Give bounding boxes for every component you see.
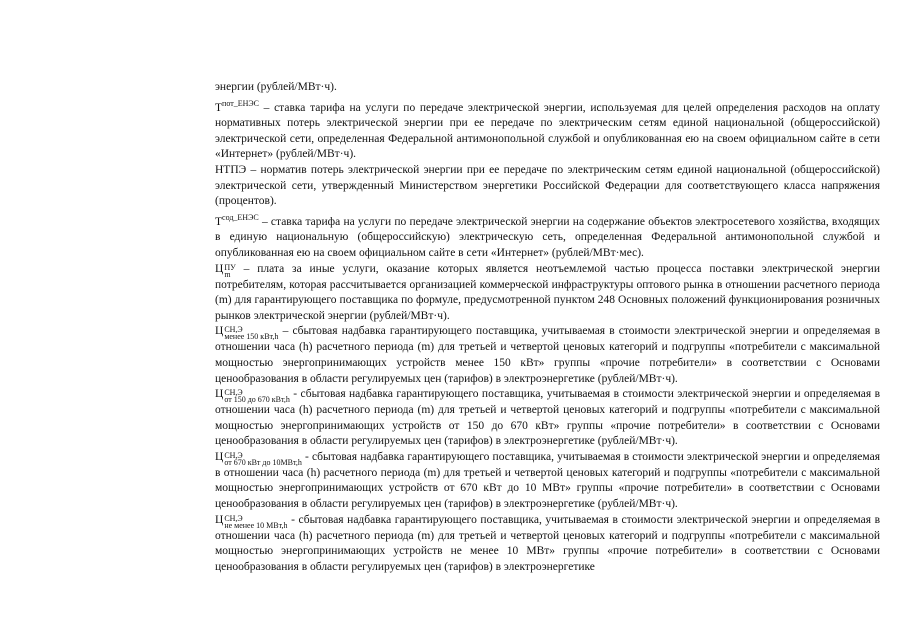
symbol-superscript: СН,Э	[224, 325, 243, 335]
formula-symbol: Ц СН,Э менее 150 кВт,h	[215, 325, 279, 342]
symbol-superscript: сод_ЕНЭС	[222, 212, 259, 222]
paragraph-markup-150-670	[215, 387, 880, 450]
formula-symbol: Ц СН,Э от 670 кВт до 10МВт,h	[215, 450, 302, 467]
symbol-superscript: СН,Э	[224, 450, 243, 460]
symbol-subscript: от 150 до 670 кВт,h	[224, 395, 290, 405]
formula-symbol: Ц СН,Э от 150 до 670 кВт,h	[215, 388, 290, 405]
paragraph-text: НТПЭ – норматив потерь электрической энергии при ее передаче по электрическим сетям единой национальной (общероссийской) электрической сети, утвержденный Министерством энергетики Российской Федерации для соответствующего класса напряжения (процентов).	[215, 163, 880, 208]
paragraph-markup-670-10mw	[215, 450, 880, 513]
document-page	[215, 80, 880, 575]
formula-symbol: $Т^{пот\_ЕНЭС}$	[215, 98, 259, 114]
paragraph-text: - сбытовая надбавка гарантирующего поставщика, учитываемая в стоимости электрической энергии и определяемая в отношении часа (h) расчетного периода (m) для третьей и четвертой ценовых категорий и подгруппы «потребители с максимальной мощностью энергопринимающих устройств не менее 10 МВт» группы «прочие потребители» в соответствии с Основами ценообразования в области регулируемых цен (тарифов) в электроэнергетике	[215, 513, 880, 573]
paragraph-continuation	[215, 80, 880, 96]
formula-symbol: $Т^{сод\_ЕНЭС}$	[215, 212, 259, 228]
symbol-subscript: m	[224, 269, 231, 279]
paragraph-text: – сбытовая надбавка гарантирующего поставщика, учитываемая в стоимости электрической энергии и определяемая в отношении часа (h) расчетного периода (m) для третьей и четвертой ценовых категорий и подгруппы «потребители с максимальной мощностью энергопринимающих устройств менее 150 кВт» группы «прочие потребители» в соответствии с Основами ценообразования в области регулируемых цен (тарифов) в электроэнергетике (рублей/МВт·ч).	[215, 325, 880, 385]
formula-symbol: Ц ПУ m	[215, 262, 236, 279]
paragraph-markup-10mw-plus	[215, 513, 880, 576]
paragraph-other-services	[215, 262, 880, 325]
paragraph-text: энергии (рублей/МВт·ч).	[215, 81, 337, 93]
paragraph-text: – плата за иные услуги, оказание которых является неотъемлемой частью процесса поставки электрической энергии потребителям, которая рассчитывается организацией коммерческой инфраструктуры оптового рынка в отношении расчетного периода (m) для гарантирующего поставщика по формуле, предусмотренной пунктом 248 Основных положений функционирования розничных рынков электрической энергии (рублей/МВт·ч).	[215, 262, 880, 322]
formula-symbol: Ц СН,Э не менее 10 МВт,h	[215, 513, 288, 530]
paragraph-markup-under-150	[215, 324, 880, 387]
symbol-subscript: от 670 кВт до 10МВт,h	[224, 457, 302, 467]
paragraph-text: – ставка тарифа на услуги по передаче электрической энергии, используемая для целей определения расходов на оплату нормативных потерь электрической энергии при ее передаче по электрическим сетям единой национальной (общероссийской) электрической сети, определенная Федеральной антимонопольной службой и опубликованная ею на своем официальном сайте в сети «Интернет» (рублей/МВт·ч).	[215, 101, 880, 161]
paragraph-text: – ставка тарифа на услуги по передаче электрической энергии на содержание объектов электросетевого хозяйства, входящих в единую национальную (общероссийскую) электрическую сеть, определенная Федеральной антимонопольной службой и опубликованная ею на своем официальном сайте в сети «Интернет» (рублей/МВт·мес).	[215, 215, 880, 259]
symbol-superscript: СН,Э	[224, 513, 243, 523]
paragraph-text: - сбытовая надбавка гарантирующего поставщика, учитываемая в стоимости электрической энергии и определяемая в отношении часа (h) расчетного периода (m) для третьей и четвертой ценовых категорий и подгруппы «потребители с максимальной мощностью энергопринимающих устройств от 150 до 670 кВт» группы «прочие потребители» в соответствии с Основами ценообразования в области регулируемых цен (тарифов) в электроэнергетике (рублей/МВт·ч).	[215, 388, 880, 448]
symbol-subscript: не менее 10 МВт,h	[224, 520, 288, 530]
paragraph-text: - сбытовая надбавка гарантирующего поставщика, учитываемая в стоимости электрической энергии и определяемая в отношении часа (h) расчетного периода (m) для третьей и четвертой ценовых категорий и подгруппы «потребители с максимальной мощностью энергопринимающих устройств от 670 кВт до 10 МВт» группы «прочие потребители» в соответствии с Основами ценообразования в области регулируемых цен (тарифов) в электроэнергетике (рублей/МВт·ч).	[215, 450, 880, 511]
symbol-superscript: СН,Э	[224, 388, 243, 398]
symbol-superscript: ПУ	[224, 262, 236, 272]
symbol-subscript: менее 150 кВт,h	[224, 332, 279, 342]
symbol-superscript: пот_ЕНЭС	[222, 98, 259, 108]
paragraph-tariff-losses	[215, 96, 880, 163]
paragraph-tariff-maintenance	[215, 210, 880, 262]
paragraph-ntpe	[215, 163, 880, 210]
